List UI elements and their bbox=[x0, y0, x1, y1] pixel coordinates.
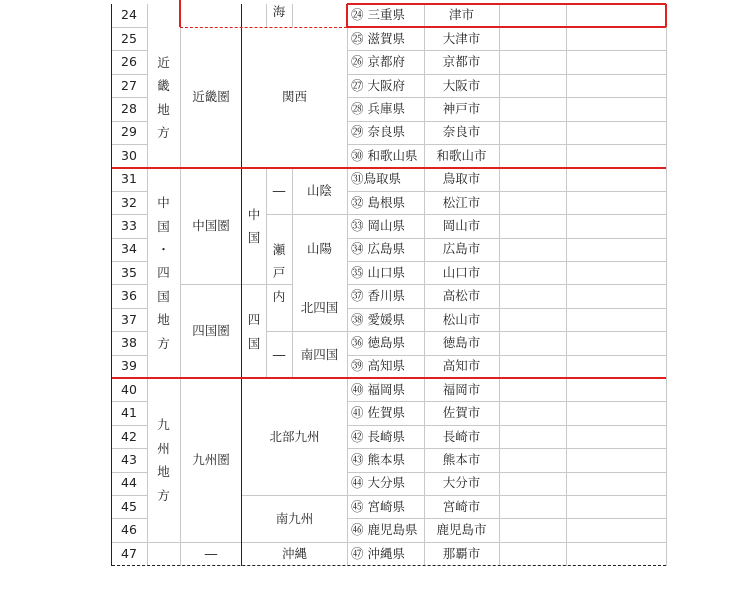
area-okinawa: ― bbox=[204, 545, 218, 561]
empty-cell bbox=[499, 27, 566, 50]
prefecture-cell: ㊺ 宮崎県 bbox=[351, 498, 405, 514]
row-number: 44 bbox=[121, 475, 137, 491]
empty-cell bbox=[566, 425, 666, 448]
block-kansai: 関西 bbox=[281, 89, 307, 105]
empty-cell bbox=[499, 191, 566, 214]
region-kyushu-char: 地 bbox=[157, 464, 170, 480]
region-chugoku-shikoku-char: 地 bbox=[157, 312, 170, 328]
empty-cell bbox=[566, 519, 666, 542]
capital-city-cell: 長崎市 bbox=[442, 428, 481, 444]
block-chugoku-char: 中 bbox=[247, 206, 261, 222]
prefecture-cell: ㊹ 大分県 bbox=[351, 475, 405, 491]
row-number: 40 bbox=[121, 381, 137, 397]
region-chugoku-shikoku-char: 四 bbox=[157, 265, 170, 281]
region-kinki-char: 近 bbox=[157, 54, 170, 70]
dash-shikoku: ― bbox=[272, 346, 286, 362]
capital-city-cell: 松山市 bbox=[442, 311, 481, 327]
empty-cell bbox=[566, 98, 666, 121]
empty-cell bbox=[499, 402, 566, 425]
capital-city-cell: 大阪市 bbox=[442, 77, 481, 93]
row-number: 27 bbox=[121, 77, 137, 93]
capital-city-cell: 佐賀市 bbox=[442, 405, 481, 421]
empty-cell bbox=[499, 144, 566, 167]
block-shikoku bbox=[242, 285, 266, 379]
empty-cell bbox=[499, 168, 566, 191]
capital-city-cell: 岡山市 bbox=[442, 218, 481, 234]
row-number: 36 bbox=[121, 288, 137, 304]
capital-city-cell: 広島市 bbox=[442, 241, 481, 257]
empty-cell bbox=[499, 261, 566, 284]
prefecture-cell: ㊷ 長崎県 bbox=[351, 428, 405, 444]
region-kyushu-char: 九 bbox=[157, 417, 170, 433]
row-number: 33 bbox=[121, 218, 137, 234]
area-chugoku: 中国圏 bbox=[192, 218, 230, 234]
empty-cell bbox=[499, 238, 566, 261]
prefecture-cell: ㉜ 島根県 bbox=[351, 194, 405, 210]
empty-cell bbox=[566, 542, 666, 565]
empty-cell bbox=[566, 308, 666, 331]
sub-block-kitashikoku: 北四国 bbox=[300, 299, 339, 315]
empty-cell bbox=[499, 285, 566, 308]
region-chugoku-shikoku-char: 国 bbox=[157, 218, 170, 234]
sub-block-sanyo: 山陽 bbox=[306, 241, 332, 257]
empty-cell bbox=[499, 425, 566, 448]
prefecture-cell: ㉝ 岡山県 bbox=[351, 218, 405, 234]
row-number: 37 bbox=[121, 311, 137, 327]
block-shikoku-char: 国 bbox=[247, 335, 261, 351]
prefecture-cell: ㉗ 大阪府 bbox=[351, 77, 405, 93]
empty-cell bbox=[566, 191, 666, 214]
capital-city-cell: 松江市 bbox=[442, 194, 481, 210]
prefecture-cell: ㊵ 福岡県 bbox=[351, 381, 405, 397]
empty-cell bbox=[566, 168, 666, 191]
capital-city-cell: 大津市 bbox=[442, 30, 481, 46]
region-kyushu bbox=[147, 378, 180, 542]
area-shikoku: 四国圏 bbox=[192, 323, 230, 339]
prefecture-cell: ㉙ 奈良県 bbox=[351, 124, 405, 140]
empty-cell bbox=[499, 51, 566, 74]
empty-cell bbox=[566, 332, 666, 355]
prefecture-cell: ㉛鳥取県 bbox=[351, 171, 402, 187]
capital-city-cell: 京都市 bbox=[442, 54, 481, 70]
row-number: 35 bbox=[121, 264, 137, 280]
row-number: 24 bbox=[121, 7, 137, 23]
block-setonaikai bbox=[266, 215, 292, 332]
block-kitakyushu: 北部九州 bbox=[269, 428, 320, 444]
block-setonaikai-char: 戸 bbox=[272, 265, 286, 281]
capital-city-cell: 神戸市 bbox=[442, 101, 481, 117]
capital-city-cell: 和歌山市 bbox=[436, 147, 487, 163]
capital-city-cell: 福岡市 bbox=[442, 381, 481, 397]
capital-city-cell: 大分市 bbox=[442, 475, 481, 491]
row-number: 47 bbox=[121, 545, 137, 561]
row-number: 46 bbox=[121, 522, 137, 538]
region-chugoku-shikoku bbox=[147, 168, 180, 379]
sub-block-minamishikoku: 南四国 bbox=[300, 346, 339, 362]
block-setonaikai-char: 瀬 bbox=[272, 241, 286, 257]
empty-cell bbox=[499, 121, 566, 144]
row-number: 42 bbox=[121, 428, 137, 444]
empty-cell bbox=[499, 472, 566, 495]
region-kyushu-char: 方 bbox=[157, 487, 170, 503]
capital-city-cell: 山口市 bbox=[442, 264, 481, 280]
region-kyushu-char: 州 bbox=[157, 440, 170, 456]
prefecture-cell: ㊻ 鹿児島県 bbox=[351, 522, 418, 538]
empty-cell bbox=[566, 378, 666, 401]
block-okinawa: 沖縄 bbox=[281, 545, 307, 561]
prefecture-cell: ㊱ 徳島県 bbox=[351, 335, 405, 351]
highlight-box-line bbox=[179, 0, 181, 27]
region-chugoku-shikoku-char: 方 bbox=[157, 335, 170, 351]
empty-cell bbox=[499, 74, 566, 97]
row-number: 30 bbox=[121, 147, 137, 163]
prefecture-cell: ㉕ 滋賀県 bbox=[351, 30, 405, 46]
dash-sanin: ― bbox=[272, 182, 286, 198]
prefecture-cell: ㉔ 三重県 bbox=[351, 7, 405, 23]
empty-cell bbox=[566, 355, 666, 378]
prefecture-cell: ㊶ 佐賀県 bbox=[351, 405, 405, 421]
row-number: 32 bbox=[121, 194, 137, 210]
empty-cell bbox=[499, 495, 566, 518]
block-minamikyushu: 南九州 bbox=[275, 510, 314, 526]
row-number: 34 bbox=[121, 241, 137, 257]
block-chugoku bbox=[242, 168, 266, 285]
empty-cell bbox=[566, 27, 666, 50]
row-number: 45 bbox=[121, 498, 137, 514]
row-number: 31 bbox=[121, 171, 137, 187]
empty-cell bbox=[499, 378, 566, 401]
block-umi: 海 bbox=[272, 4, 286, 19]
region-kinki-char: 方 bbox=[157, 124, 170, 140]
empty-cell bbox=[566, 121, 666, 144]
empty-cell bbox=[566, 495, 666, 518]
block-setonaikai-char: 内 bbox=[272, 288, 286, 304]
prefecture-cell: ㉞ 広島県 bbox=[351, 241, 405, 257]
empty-cell bbox=[499, 449, 566, 472]
empty-cell bbox=[499, 542, 566, 565]
capital-city-cell: 鳥取市 bbox=[442, 171, 481, 187]
block-chugoku-char: 国 bbox=[247, 230, 261, 246]
capital-city-cell: 高知市 bbox=[442, 358, 481, 374]
row-number: 38 bbox=[121, 335, 137, 351]
row-number: 43 bbox=[121, 452, 137, 468]
region-chugoku-shikoku-char: 中 bbox=[157, 195, 170, 211]
prefecture-cell: ㊼ 沖縄県 bbox=[351, 545, 405, 561]
row-number: 25 bbox=[121, 30, 137, 46]
empty-cell bbox=[566, 285, 666, 308]
capital-city-cell: 高松市 bbox=[442, 288, 481, 304]
empty-cell bbox=[499, 4, 566, 27]
row-number: 29 bbox=[121, 124, 137, 140]
capital-city-cell: 徳島市 bbox=[442, 335, 481, 351]
row-number: 28 bbox=[121, 101, 137, 117]
empty-cell bbox=[566, 449, 666, 472]
region-chugoku-shikoku-char: ・ bbox=[157, 241, 170, 257]
row-number: 39 bbox=[121, 358, 137, 374]
empty-cell bbox=[499, 98, 566, 121]
capital-city-cell: 津市 bbox=[448, 7, 474, 23]
empty-cell bbox=[566, 4, 666, 27]
prefecture-cell: ㊸ 熊本県 bbox=[351, 452, 405, 468]
row-number: 26 bbox=[121, 54, 137, 70]
area-kinki: 近畿圏 bbox=[192, 89, 230, 105]
empty-cell bbox=[566, 472, 666, 495]
empty-cell bbox=[499, 519, 566, 542]
empty-cell bbox=[566, 261, 666, 284]
prefecture-cell: ㊳ 愛媛県 bbox=[351, 311, 405, 327]
empty-cell bbox=[566, 51, 666, 74]
sub-block-sanin: 山陰 bbox=[306, 182, 332, 198]
empty-cell bbox=[566, 215, 666, 238]
prefecture-cell: ㉘ 兵庫県 bbox=[351, 101, 405, 117]
empty-cell bbox=[499, 355, 566, 378]
prefecture-cell: ㊲ 香川県 bbox=[351, 288, 405, 304]
empty-cell bbox=[499, 308, 566, 331]
capital-city-cell: 奈良市 bbox=[442, 124, 481, 140]
empty-cell bbox=[499, 215, 566, 238]
empty-cell bbox=[566, 238, 666, 261]
capital-city-cell: 那覇市 bbox=[442, 545, 481, 561]
row-number: 41 bbox=[121, 405, 137, 421]
region-kinki-char: 地 bbox=[157, 101, 170, 117]
empty-cell bbox=[566, 144, 666, 167]
capital-city-cell: 熊本市 bbox=[442, 452, 481, 468]
empty-cell bbox=[566, 74, 666, 97]
region-chugoku-shikoku-char: 国 bbox=[157, 288, 170, 304]
empty-cell bbox=[566, 402, 666, 425]
prefecture-cell: ㉖ 京都府 bbox=[351, 54, 405, 70]
prefecture-cell: ㉟ 山口県 bbox=[351, 264, 405, 280]
block-shikoku-char: 四 bbox=[247, 312, 261, 328]
prefecture-cell: ㉚ 和歌山県 bbox=[351, 147, 418, 163]
empty-cell bbox=[499, 332, 566, 355]
region-kinki-char: 畿 bbox=[157, 78, 170, 94]
prefecture-cell: ㊴ 高知県 bbox=[351, 358, 405, 374]
region-kinki bbox=[147, 27, 180, 167]
area-kyushu: 九州圏 bbox=[192, 452, 230, 468]
capital-city-cell: 鹿児島市 bbox=[436, 522, 487, 538]
capital-city-cell: 宮崎市 bbox=[442, 498, 481, 514]
